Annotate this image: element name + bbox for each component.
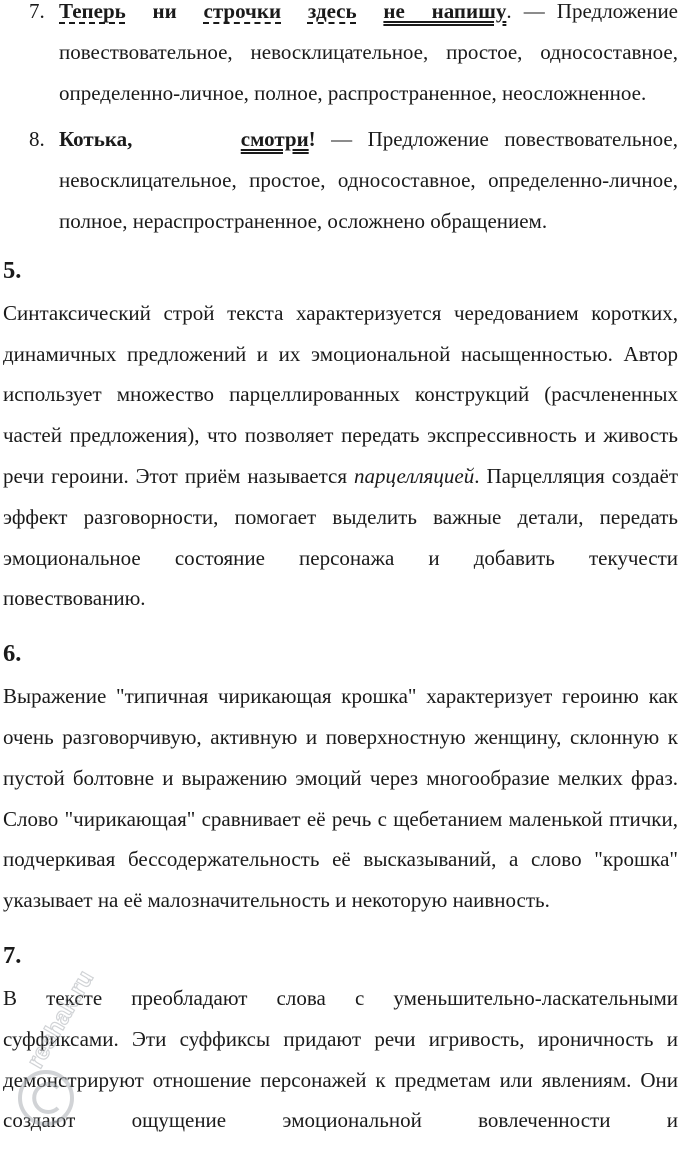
section-heading-5: 5. — [3, 256, 22, 284]
section-paragraph-7: В тексте преобладают слова с уменьшительно-ласкательными суффиксами. Эти суффиксы придают речи игривость, ироничность и демонстрируют отношение персонажей к предметам или явлениям. Они создают ощущение эмоциональной вовлеченности и — [3, 985, 678, 1133]
sentence-example — [59, 127, 316, 151]
predicate-underlined: смотри — [240, 127, 309, 152]
term-italic: парцелляцией — [354, 463, 475, 488]
particle-word: ни — [152, 0, 177, 23]
section-paragraph-5 — [0, 293, 680, 619]
address-word: Котька, — [59, 127, 133, 152]
list-item-number: 7. — [29, 0, 45, 23]
list-item-description: . — Предложение повествовательное, невосклицательное, простое, односоставное, определенно-личное, полное, распространенное, неосложненное. — [59, 0, 678, 105]
object-underlined: строчки — [203, 0, 282, 23]
section-heading-7: 7. — [3, 941, 22, 969]
adverb-underlined-2: здесь — [307, 0, 357, 23]
list-item-8 — [0, 119, 680, 241]
predicate-underlined: не напишу — [383, 0, 507, 23]
list-item-text — [59, 119, 678, 241]
watermark-text: reshak.ru — [21, 965, 100, 1073]
section-paragraph-6: Выражение "типичная чирикающая крошка" характеризует героиню как очень разговорчивую, активную и поверхностную женщину, склонную к пустой болтовне и выражению эмоций через многообразие мелких фраз. Слово "чирикающая" сравнивает её речь с щебетанием маленькой птички, подчеркивая бессодержательность её высказываний, а слово "крошка" указывает на её малозначительность и некоторую наивность. — [3, 684, 678, 913]
list-item-7 — [0, 0, 680, 113]
section-heading-6: 6. — [3, 640, 22, 668]
paragraph-text-continued: . Парцелляция создаёт эффект разговорности, помогает выделить важные детали, передать эмоциональное состояние персонажа и добавить текучести повествованию. — [3, 463, 678, 611]
list-item-description: — Предложение повествовательное, невосклицательное, простое, односоставное, определенно-личное, полное, нераспространенное, осложнено обращением. — [59, 127, 679, 233]
sentence-example — [59, 0, 506, 23]
adverb-underlined: Теперь — [59, 0, 126, 23]
list-item-number: 8. — [29, 127, 45, 152]
list-item-text — [59, 0, 678, 113]
exclamation-mark: ! — [308, 127, 316, 152]
paragraph-text: Синтаксический строй текста характеризуется чередованием коротких, динамичных предложений и их эмоциональной насыщенностью. Автор использует множество парцеллированных конструкций (расчлененных частей предложения), что позволяет передать экспрессивность и живость речи героини. Этот приём называется — [3, 300, 678, 488]
